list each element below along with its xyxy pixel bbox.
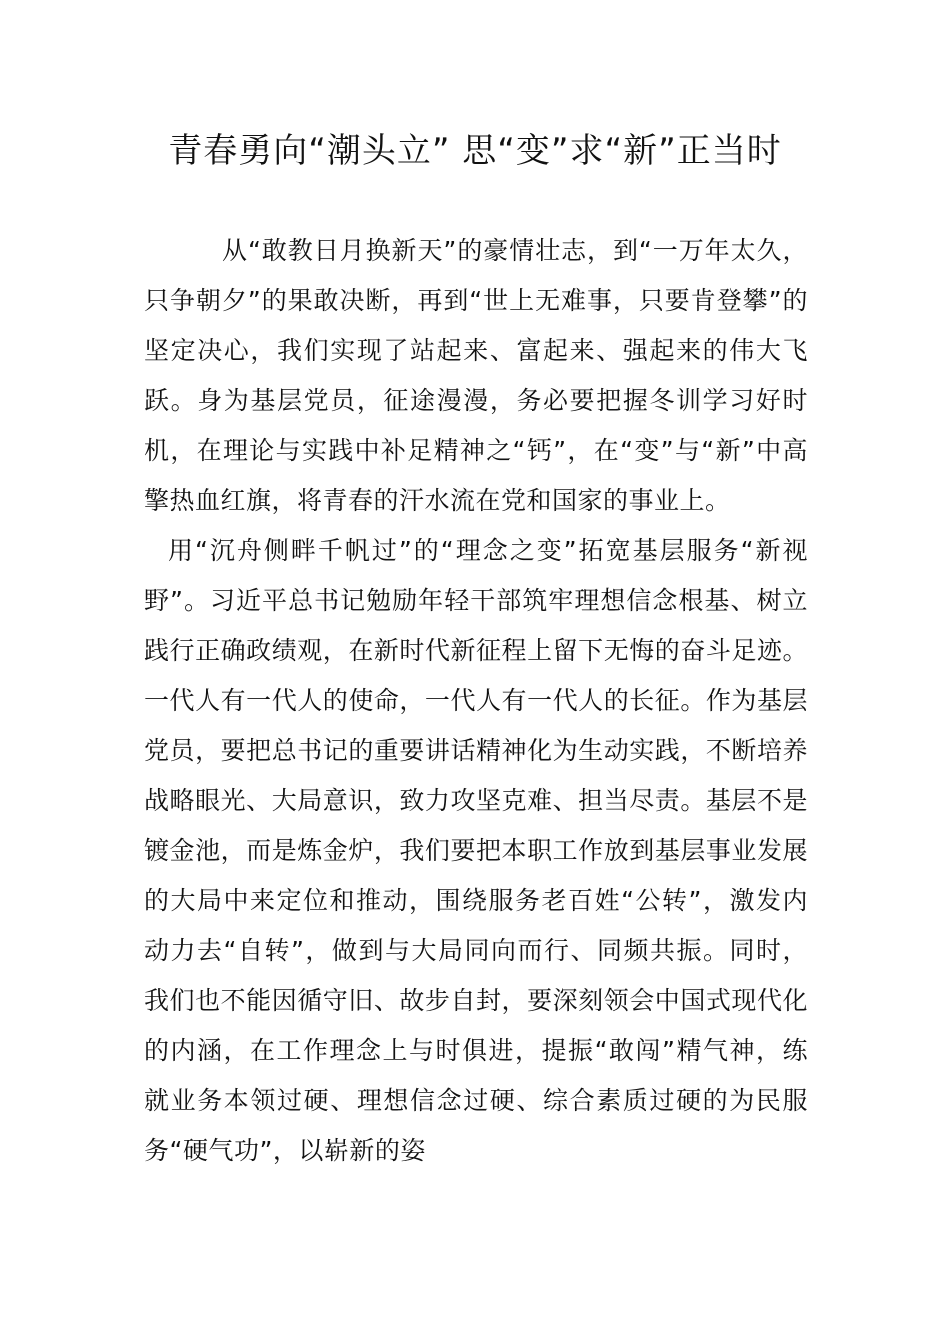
paragraph-1: 从“敢教日月换新天”的豪情壮志，到“一万年太久，只争朝夕”的果敢决断，再到“世上无难事，只要肯登攀”的坚定决心，我们实现了站起来、富起来、强起来的伟大飞跃。身为基层党员，征途漫漫，务必要把握冬训学习好时机，在理论与实践中补足精神之“钙”，在“变”与“新”中高擎热血红旗，将青春的汗水流在党和国家的事业上。	[144, 236, 808, 515]
document-title: 青春勇向“潮头立” 思“变”求“新”正当时	[168, 131, 782, 171]
document-body	[144, 226, 808, 1176]
paragraph-2: 用“沉舟侧畔千帆过”的“理念之变”拓宽基层服务“新视野”。习近平总书记勉励年轻干部筑牢理想信念根基、树立践行正确政绩观，在新时代新征程上留下无悔的奋斗足迹。一代人有一代人的使命，一代人有一代人的长征。作为基层党员，要把总书记的重要讲话精神化为生动实践，不断培养战略眼光、大局意识，致力攻坚克难、担当尽责。基层不是镀金池，而是炼金炉，我们要把本职工作放到基层事业发展的大局中来定位和推动，围绕服务老百姓“公转”，激发内动力去“自转”，做到与大局同向而行、同频共振。同时，我们也不能因循守旧、故步自封，要深刻领会中国式现代化的内涵，在工作理念上与时俱进，提振“敢闯”精气神，练就业务本领过硬、理想信念过硬、综合素质过硬的为民服务“硬气功”，以崭新的姿	[144, 536, 808, 1165]
